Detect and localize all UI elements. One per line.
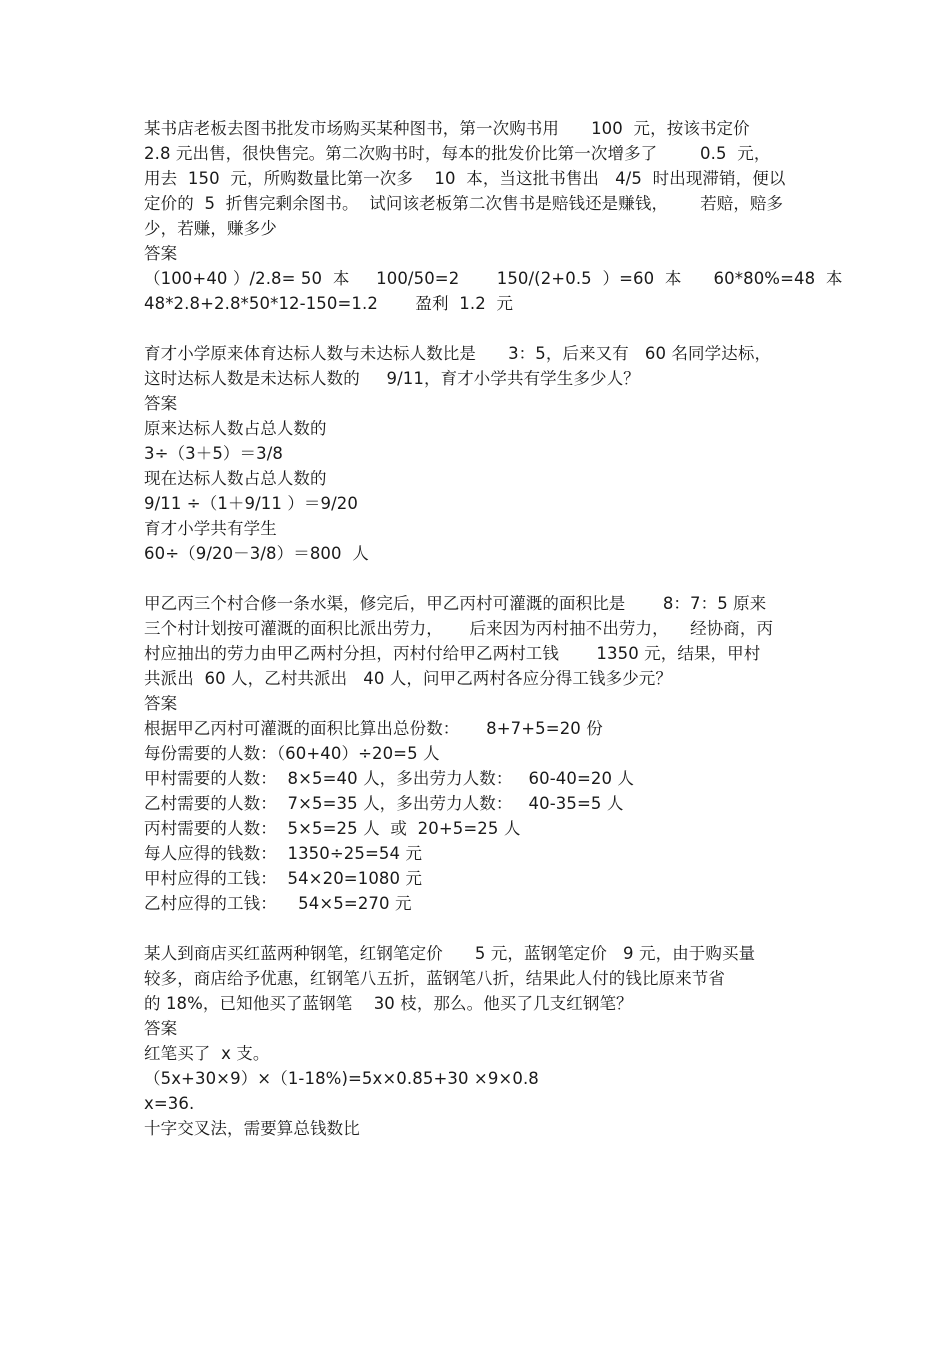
answer-line: 现在达标人数占总人数的 [144, 469, 327, 488]
answer-line: 3÷（3＋5）＝3/8 [144, 444, 283, 463]
answer-line: 红笔买了 x 支。 [144, 1044, 270, 1063]
question-line: 少，若赚，赚多少 [144, 219, 277, 238]
answer-label: 答案 [144, 244, 178, 263]
question-line: 的 18%，已知他买了蓝钢笔 30 枝，那么。他买了几支红钢笔？ [144, 994, 633, 1013]
paragraph-gap [144, 566, 814, 591]
answer-line: 根据甲乙丙村可灌溉的面积比算出总份数： 8+7+5=20 份 [144, 719, 603, 738]
question-line: 某人到商店买红蓝两种钢笔，红钢笔定价 5 元，蓝钢笔定价 9 元，由于购买量 [144, 944, 756, 963]
answer-label: 答案 [144, 694, 178, 713]
question-line: 三个村计划按可灌溉的面积比派出劳力， 后来因为丙村抽不出劳力， 经协商，丙 [144, 619, 774, 638]
answer-line: 十字交叉法，需要算总钱数比 [144, 1119, 360, 1138]
paragraph-gap [144, 916, 814, 941]
question-line: 甲乙丙三个村合修一条水渠，修完后，甲乙丙村可灌溉的面积比是 8：7：5 原来 [144, 594, 767, 613]
paragraph-gap [144, 316, 814, 341]
question-line: 较多，商店给予优惠，红钢笔八五折，蓝钢笔八折，结果此人付的钱比原来节省 [144, 969, 725, 988]
question-line: 用去 150 元，所购数量比第一次多 10 本，当这批书售出 4/5 时出现滞销，便以 [144, 169, 786, 188]
answer-line: 9/11 ÷（1＋9/11 ）＝9/20 [144, 494, 358, 513]
question-line: 定价的 5 折售完剩余图书。 试问该老板第二次售书是赔钱还是赚钱， 若赔，赔多 [144, 194, 784, 213]
question-line: 某书店老板去图书批发市场购买某种图书，第一次购书用 100 元，按该书定价 [144, 119, 750, 138]
question-line: 2.8 元出售，很快售完。第二次购书时，每本的批发价比第一次增多了 0.5 元， [144, 144, 771, 163]
answer-line: 60÷（9/20－3/8）＝800 人 [144, 544, 369, 563]
problem-3 [144, 591, 814, 916]
problem-1 [144, 116, 843, 316]
question-line: 村应抽出的劳力由甲乙两村分担，丙村付给甲乙两村工钱 1350 元，结果，甲村 [144, 644, 761, 663]
question-line: 共派出 60 人，乙村共派出 40 人，问甲乙两村各应分得工钱多少元？ [144, 669, 673, 688]
answer-line: 乙村应得的工钱： 54×5=270 元 [144, 894, 412, 913]
answer-line: 甲村需要的人数： 8×5=40 人，多出劳力人数： 60-40=20 人 [144, 769, 635, 788]
answer-line: 乙村需要的人数： 7×5=35 人，多出劳力人数： 40-35=5 人 [144, 794, 624, 813]
answer-line: 甲村应得的工钱： 54×20=1080 元 [144, 869, 423, 888]
answer-line: 丙村需要的人数： 5×5=25 人 或 20+5=25 人 [144, 819, 521, 838]
question-line: 育才小学原来体育达标人数与未达标人数比是 3：5，后来又有 60 名同学达标， [144, 344, 772, 363]
answer-line: x=36. [144, 1094, 195, 1113]
answer-line: 每人应得的钱数： 1350÷25=54 元 [144, 844, 423, 863]
answer-line: 育才小学共有学生 [144, 519, 277, 538]
answer-line: （100+40 ）/2.8= 50 本 100/50=2 150/(2+0.5 ）=60 本 60*80%=48 本 [144, 269, 843, 288]
answer-line: 原来达标人数占总人数的 [144, 419, 327, 438]
answer-label: 答案 [144, 1019, 178, 1038]
question-line: 这时达标人数是未达标人数的 9/11，育才小学共有学生多少人？ [144, 369, 640, 388]
problem-2 [144, 341, 814, 566]
problem-4 [144, 941, 814, 1141]
answer-line: （5x+30×9）×（1-18%)=5x×0.85+30 ×9×0.8 [144, 1069, 539, 1088]
document-content [144, 116, 843, 1141]
answer-label: 答案 [144, 394, 178, 413]
answer-line: 48*2.8+2.8*50*12-150=1.2 盈利 1.2 元 [144, 294, 514, 313]
answer-line: 每份需要的人数：（60+40）÷20=5 人 [144, 744, 440, 763]
